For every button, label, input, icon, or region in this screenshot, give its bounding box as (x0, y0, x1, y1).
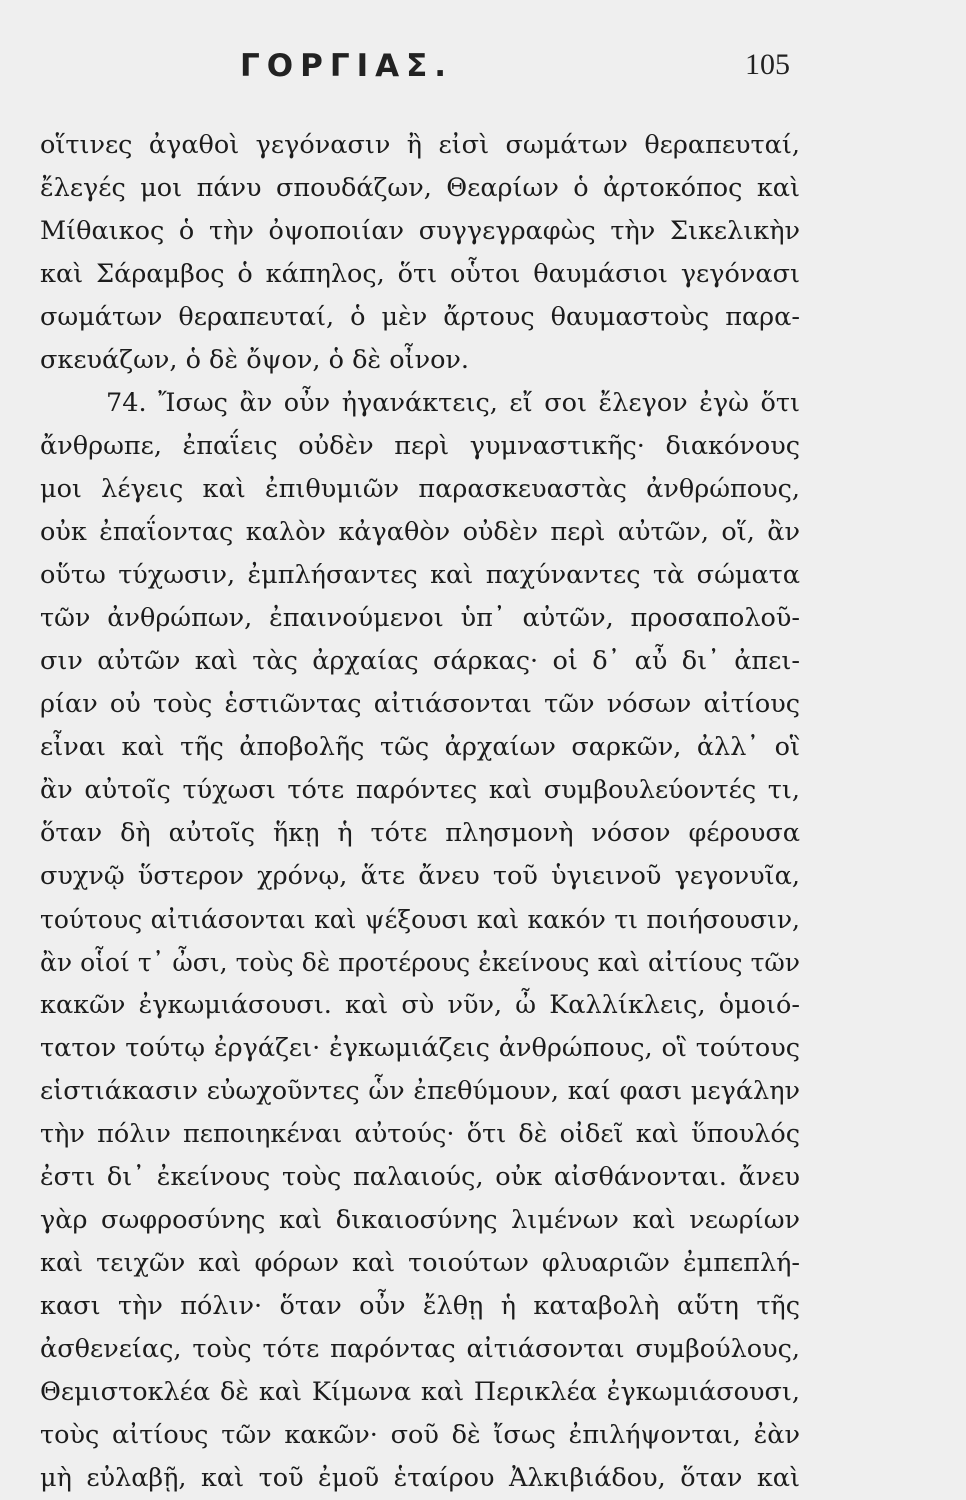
text-line: κασι τὴν πόλιν· ὅταν οὖν ἔλθῃ ἡ καταβολὴ αὕτη τῆς (40, 1291, 800, 1321)
section-start-line: 74. Ἴσως ἂν οὖν ἠγανάκτεις, εἴ σοι ἔλεγον ἐγὼ ὅτι (106, 388, 800, 418)
page-header (40, 48, 800, 98)
text-line: οὐκ ἐπαΐοντας καλὸν κἀγαθὸν οὐδὲν περὶ αὐτῶν, οἵ, ἂν (40, 517, 800, 547)
text-line: τὴν πόλιν πεποιηκέναι αὐτούς· ὅτι δὲ οἰδεῖ καὶ ὕπουλός (40, 1119, 800, 1149)
text-line: συχνῷ ὕστερον χρόνῳ, ἅτε ἄνευ τοῦ ὑγιεινοῦ γεγονυῖα, (40, 861, 800, 891)
text-line: τούτους αἰτιάσονται καὶ ψέξουσι καὶ κακόν τι ποιήσουσιν, (40, 905, 800, 934)
text-line: μοι λέγεις καὶ ἐπιθυμιῶν παρασκευαστὰς ἀνθρώπους, (40, 474, 800, 504)
text-line: οὕτω τύχωσιν, ἐμπλήσαντες καὶ παχύναντες τὰ σώματα (40, 560, 800, 590)
text-line: καὶ τειχῶν καὶ φόρων καὶ τοιούτων φλυαριῶν ἐμπεπλή- (40, 1248, 800, 1278)
text-line: καὶ Σάραμβος ὁ κάπηλος, ὅτι οὗτοι θαυμάσιοι γεγόνασι (40, 259, 800, 289)
text-line: ρίαν οὐ τοὺς ἑστιῶντας αἰτιάσονται τῶν νόσων αἰτίους (40, 689, 800, 719)
text-line: ἂν οἷοί τ᾽ ὦσι, τοὺς δὲ προτέρους ἐκείνους καὶ αἰτίους τῶν (40, 948, 800, 977)
text-line: οἵτινες ἀγαθοὶ γεγόνασιν ἢ εἰσὶ σωμάτων θεραπευταί, (40, 130, 800, 160)
text-line: σκευάζων, ὁ δὲ ὄψον, ὁ δὲ οἶνον. (40, 345, 470, 375)
text-line: τῶν ἀνθρώπων, ἐπαινούμενοι ὑπ᾽ αὐτῶν, προσαπολοῦ- (40, 603, 800, 633)
text-line: ἂν αὐτοῖς τύχωσι τότε παρόντες καὶ συμβουλεύοντές τι, (40, 775, 800, 805)
page-number: 105 (745, 48, 790, 81)
text-line: κακῶν ἐγκωμιάσουσι. καὶ σὺ νῦν, ὦ Καλλίκλεις, ὁμοιό- (40, 990, 800, 1020)
text-line: τατον τούτῳ ἐργάζει· ἐγκωμιάζεις ἀνθρώπους, οἳ τούτους (40, 1033, 800, 1063)
text-line: ἄνθρωπε, ἐπαΐεις οὐδὲν περὶ γυμναστικῆς· διακόνους (40, 431, 800, 461)
text-line: σιν αὐτῶν καὶ τὰς ἀρχαίας σάρκας· οἱ δ᾽ αὖ δι᾽ ἀπει- (40, 646, 800, 676)
text-line: Θεμιστοκλέα δὲ καὶ Κίμωνα καὶ Περικλέα ἐγκωμιάσουσι, (40, 1377, 800, 1407)
running-title: ΓΟΡΓΙΑΣ. (240, 48, 454, 84)
text-line: μὴ εὐλαβῇ, καὶ τοῦ ἐμοῦ ἑταίρου Ἀλκιβιάδου, ὅταν καὶ (40, 1463, 800, 1493)
text-line: ὅταν δὴ αὐτοῖς ἥκῃ ἡ τότε πλησμονὴ νόσον φέρουσα (40, 818, 800, 848)
text-line: σωμάτων θεραπευταί, ὁ μὲν ἄρτους θαυμαστοὺς παρα- (40, 302, 800, 332)
text-line: τοὺς αἰτίους τῶν κακῶν· σοῦ δὲ ἴσως ἐπιλήψονται, ἐὰν (40, 1420, 800, 1450)
text-line: ἔλεγές μοι πάνυ σπουδάζων, Θεαρίων ὁ ἀρτοκόπος καὶ (40, 173, 800, 203)
text-line: εἱστιάκασιν εὐωχοῦντες ὧν ἐπεθύμουν, καί φασι μεγάλην (40, 1076, 800, 1106)
text-line: Μίθαικος ὁ τὴν ὀψοποιίαν συγγεγραφὼς τὴν Σικελικὴν (40, 216, 800, 246)
text-line: ἀσθενείας, τοὺς τότε παρόντας αἰτιάσονται συμβούλους, (40, 1334, 800, 1364)
body-text (40, 124, 800, 1500)
text-line: γὰρ σωφροσύνης καὶ δικαιοσύνης λιμένων καὶ νεωρίων (40, 1205, 800, 1235)
text-line: εἶναι καὶ τῆς ἀποβολῆς τῶς ἀρχαίων σαρκῶν, ἀλλ᾽ οἳ (40, 732, 800, 762)
text-line: ἐστι δι᾽ ἐκείνους τοὺς παλαιούς, οὐκ αἰσθάνονται. ἄνευ (40, 1162, 800, 1192)
